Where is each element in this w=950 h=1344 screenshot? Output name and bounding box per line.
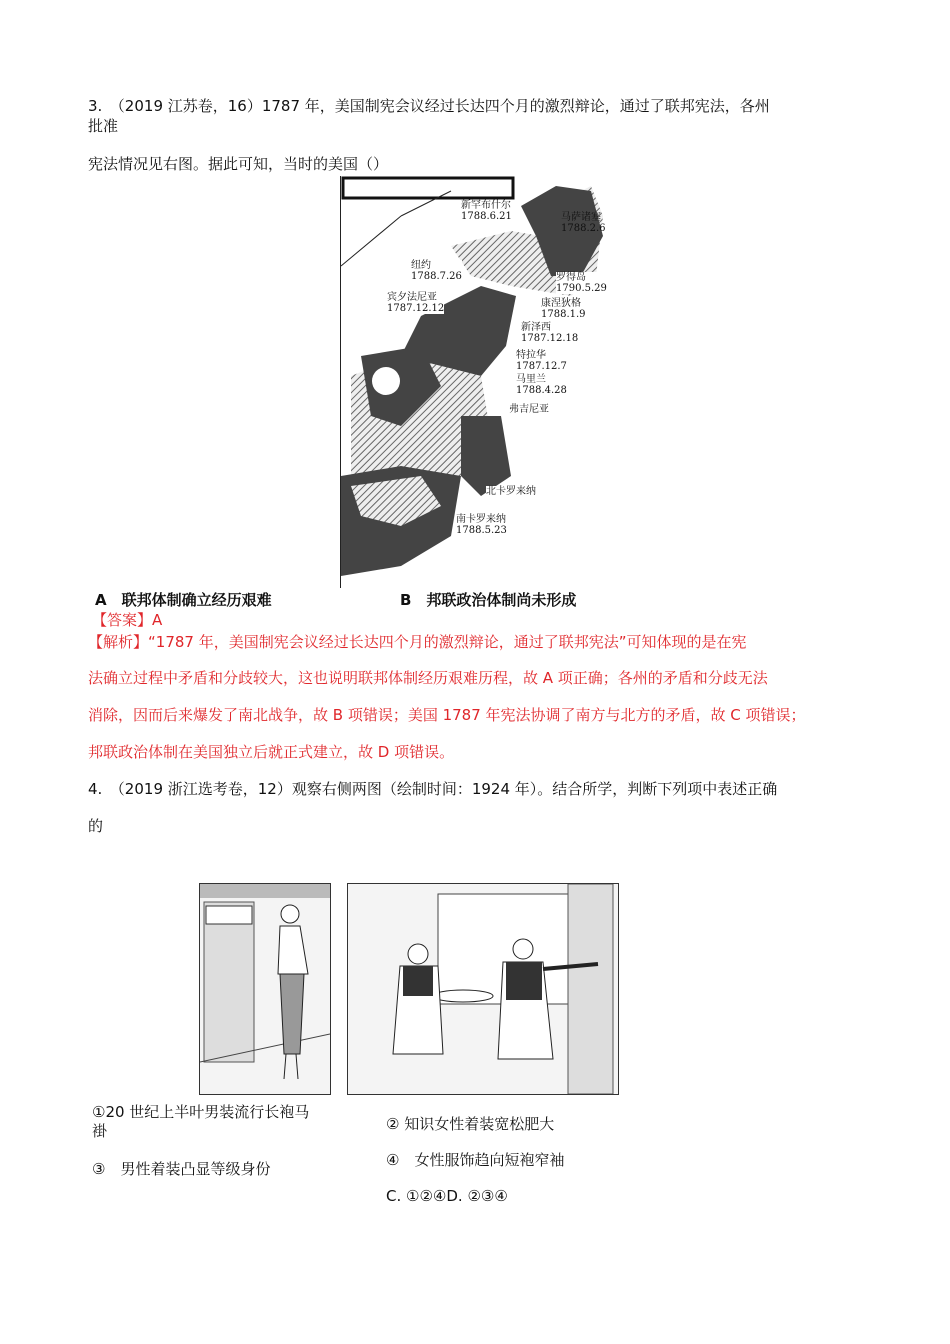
map-label-delaware: 特拉华 1787.12.7 [516, 350, 567, 372]
woman-drawing [200, 884, 330, 1094]
q3-stem-line2: 批准 [88, 117, 119, 135]
map-label-new-york: 纽约 1788.7.26 [411, 260, 462, 282]
q3-option-b: B 邦联政治体制尚未形成 [400, 591, 577, 609]
q4-options-cd: C. ①②④D. ②③④ [386, 1187, 508, 1205]
q4-item-2: ② 知识女性着装宽松肥大 [386, 1115, 555, 1133]
q4-stem-line1: 4. （2019 浙江选考卷，12）观察右侧两图（绘制时间：1924 年）。结合所学，判断下列项中表述正确 [88, 780, 778, 798]
map-label-virginia: 弗吉尼亚 [509, 404, 549, 415]
map-label-massachusetts: 马萨诸塞 1788.2.6 [561, 212, 606, 234]
q3-stem-line1: 3. （2019 江苏卷，16）1787 年，美国制宪会议经过长达四个月的激烈辩论，通过了联邦宪法，各州 [88, 97, 770, 115]
q4-item-1: ①20 世纪上半叶男装流行长袍马 [92, 1103, 310, 1121]
map-label-pennsylvania: 宾夕法尼亚 1787.12.12 [387, 292, 445, 314]
q3-analysis-line3: 消除，因而后来爆发了南北战争，故 B 项错误；美国 1787 年宪法协调了南方与北方的矛盾，故 C 项错误； [88, 706, 806, 724]
map-label-rhode-island: 罗得岛 1790.5.29 [556, 272, 607, 294]
illustration-woman [199, 883, 331, 1095]
q4-item-1-cont: 褂 [92, 1122, 108, 1140]
q4-item-4: ④ 女性服饰趋向短袍窄袖 [386, 1151, 565, 1169]
ratification-map [340, 176, 609, 588]
q3-analysis-line1: 【解析】“1787 年，美国制宪会议经过长达四个月的激烈辩论，通过了联邦宪法”可知体现的是在宪 [88, 633, 747, 651]
men-drawing [348, 884, 618, 1094]
q3-analysis-line2: 法确立过程中矛盾和分歧较大，这也说明联邦体制经历艰难历程，故 A 项正确；各州的矛盾和分歧无法 [88, 669, 768, 687]
map-label-south-carolina: 南卡罗来纳 1788.5.23 [456, 514, 507, 536]
map-label-north-carolina: 北卡罗来纳 [486, 486, 536, 497]
q4-stem-line2: 的 [88, 817, 104, 835]
q3-answer: 【答案】A [92, 611, 163, 629]
q3-analysis-line4: 邦联政治体制在美国独立后就正式建立，故 D 项错误。 [88, 743, 455, 761]
q3-option-a: A 联邦体制确立经历艰难 [95, 591, 272, 609]
map-label-maryland: 马里兰 1788.4.28 [516, 374, 567, 396]
map-label-new-hampshire: 新罕布什尔 1788.6.21 [461, 200, 512, 222]
map-label-new-jersey: 新泽西 1787.12.18 [521, 322, 579, 344]
q4-item-3: ③ 男性着装凸显等级身份 [92, 1160, 271, 1178]
map-label-connecticut: 康涅狄格 1788.1.9 [541, 298, 586, 320]
q3-stem-line3: 宪法情况见右图。据此可知，当时的美国（） [88, 155, 389, 173]
illustration-men [347, 883, 619, 1095]
